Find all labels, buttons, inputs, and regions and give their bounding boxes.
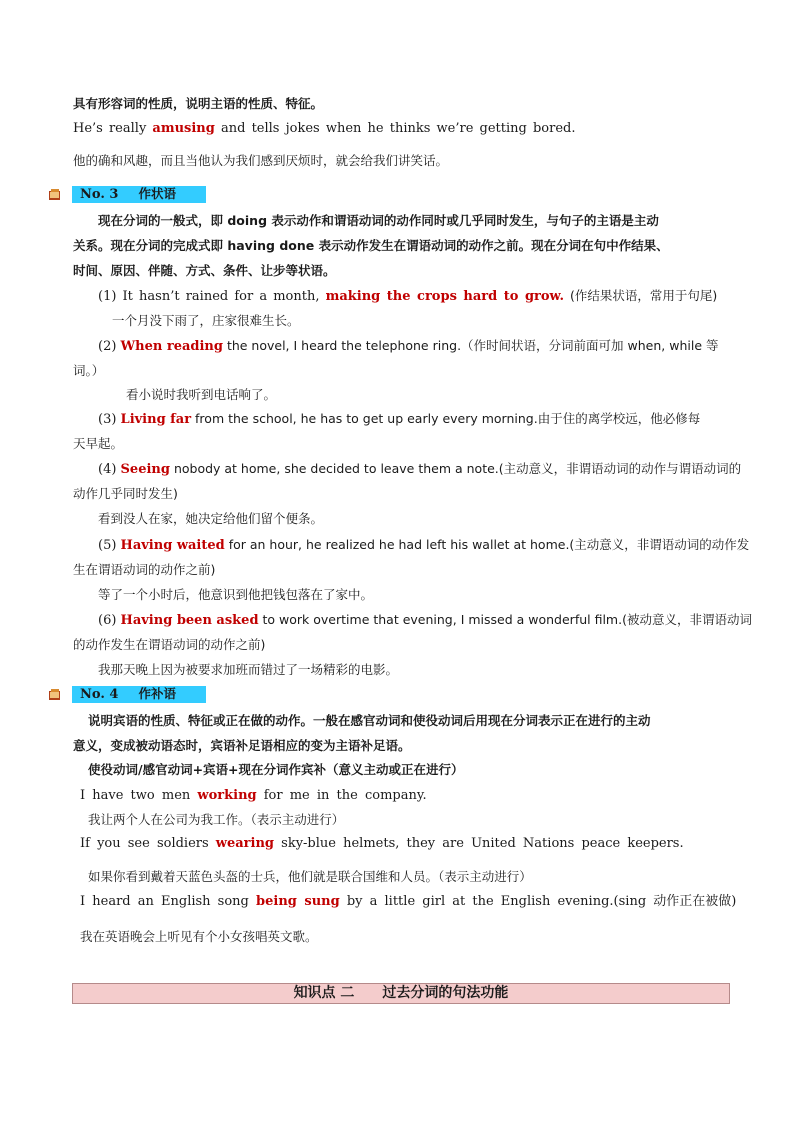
section-tag-no3: No. 3 作状语	[72, 186, 206, 203]
section3-intro-1: 现在分词的一般式，即 doing 表示动作和谓语动词的动作同时或几乎同时发生，与句子的主语是主动	[98, 213, 659, 228]
highlight-being-sung: being sung	[256, 894, 340, 909]
highlight-having-been-asked: Having been asked	[120, 613, 259, 628]
knowledge-point-heading: 知识点 二 过去分词的句法功能	[72, 983, 730, 1004]
highlight-wearing: wearing	[215, 836, 275, 851]
example-4: (4) Seeing nobody at home, she decided to leave them a note.(主动意义，非谓语动词的动作与谓语动词的	[98, 461, 742, 477]
highlight-when-reading: When reading	[120, 339, 223, 354]
example-2-zh: 看小说时我听到电话响了。	[126, 387, 277, 402]
example-1-zh: 一个月没下雨了，庄家很难生长。	[112, 313, 300, 328]
section4-intro-2: 意义，变成被动语态时，宾语补足语相应的变为主语补足语。	[73, 738, 411, 753]
example-3: (3) Living far from the school, he has to get up early every morning.由于住的离学校远，他必修每	[98, 411, 701, 427]
highlight-working: working	[197, 788, 257, 803]
section-tag-no4: No. 4 作补语	[72, 686, 206, 703]
example-5-cont: 生在谓语动词的动作之前)	[73, 562, 216, 577]
section-header-no4	[48, 686, 206, 702]
example-6-cont: 的动作发生在谓语动词的动作之前)	[73, 637, 266, 652]
example-6: (6) Having been asked to work overtime that evening, I missed a wonderful film.(被动意义，非谓语动词	[98, 612, 752, 628]
highlight-making: making the crops hard to grow.	[325, 289, 564, 304]
sentence-1: I have two men working for me in the company.	[80, 788, 427, 803]
section4-intro-1: 说明宾语的性质、特征或正在做的动作。一般在感官动词和使役动词后用现在分词表示正在进行的主动	[88, 713, 651, 728]
example-6-zh: 我那天晚上因为被要求加班而错过了一场精彩的电影。	[98, 662, 399, 677]
book-icon	[48, 187, 62, 201]
example-amusing: He’s really amusing and tells jokes when he thinks we’re getting bored.	[73, 121, 576, 136]
highlight-having-waited: Having waited	[120, 538, 225, 553]
sentence-1-zh: 我让两个人在公司为我工作。（表示主动进行）	[88, 812, 345, 827]
sentence-2-zh: 如果你看到戴着天蓝色头盔的士兵，他们就是联合国维和人员。（表示主动进行）	[88, 869, 532, 884]
sentence-2: If you see soldiers wearing sky-blue helmets, they are United Nations peace keepers.	[80, 836, 684, 851]
highlight-living-far: Living far	[120, 412, 192, 427]
sentence-3-zh: 我在英语晚会上听见有个小女孩唱英文歌。	[80, 929, 318, 944]
example-amusing-zh: 他的确和风趣，而且当他认为我们感到厌烦时，就会给我们讲笑话。	[73, 153, 449, 168]
example-5: (5) Having waited for an hour, he realized he had left his wallet at home.(主动意义，非谓语动词的动作发	[98, 537, 750, 553]
example-4-cont: 动作几乎同时发生)	[73, 486, 178, 501]
line-adjective-property: 具有形容词的性质，说明主语的性质、特征。	[73, 96, 324, 111]
book-icon	[48, 687, 62, 701]
section4-rule: 使役动词/感官动词+宾语+现在分词作宾补（意义主动或正在进行）	[88, 762, 464, 777]
example-2: (2) When reading the novel, I heard the telephone ring.（作时间状语，分词前面可加 when, while 等	[98, 338, 719, 354]
example-5-zh: 等了一个小时后，他意识到他把钱包落在了家中。	[98, 587, 374, 602]
section3-intro-3: 时间、原因、伴随、方式、条件、让步等状语。	[73, 263, 336, 278]
section3-intro-2: 关系。现在分词的完成式即 having done 表示动作发生在谓语动词的动作之前。现在分词在句中作结果、	[73, 238, 669, 253]
section-header-no3	[48, 186, 206, 202]
example-2-cont: 词。）	[73, 363, 105, 378]
highlight-amusing: amusing	[152, 121, 215, 136]
example-3-cont: 天早起。	[73, 436, 124, 451]
example-4-zh: 看到没人在家，她决定给他们留个便条。	[98, 511, 324, 526]
highlight-seeing: Seeing	[120, 462, 170, 477]
sentence-3: I heard an English song being sung by a little girl at the English evening.(sing 动作正在被做)	[80, 894, 737, 909]
example-1: (1) It hasn’t rained for a month, making the crops hard to grow. (作结果状语，常用于句尾)	[98, 288, 718, 304]
